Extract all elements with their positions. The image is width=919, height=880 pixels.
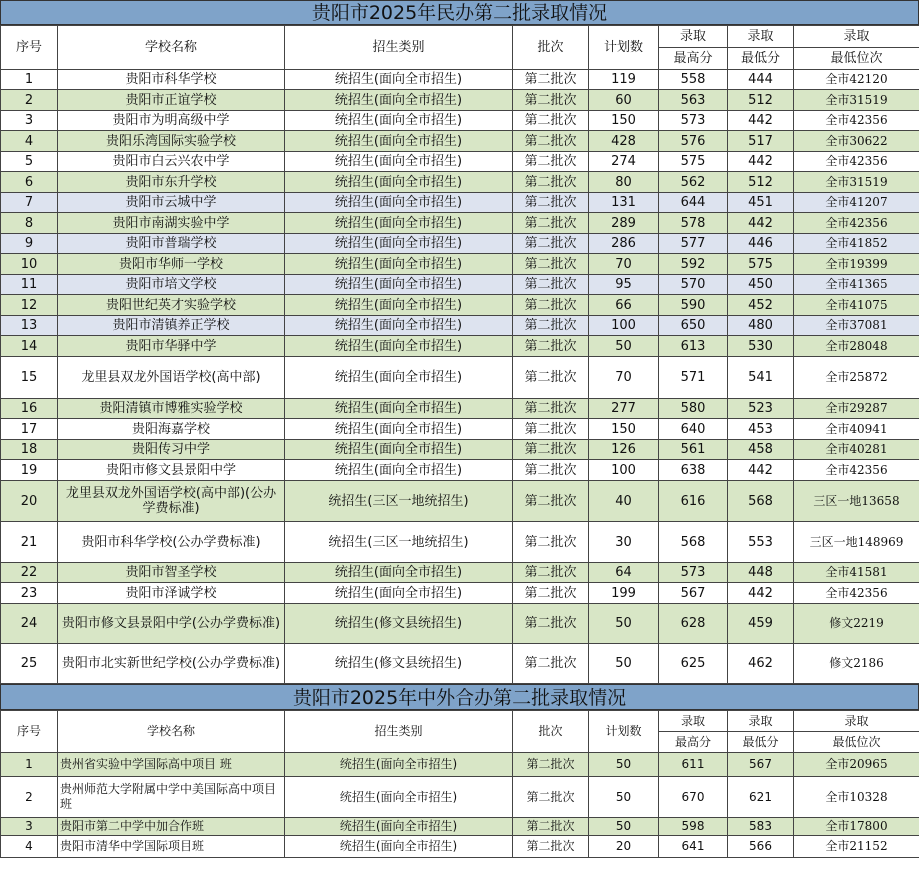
- cell-min-rank: 全市42356: [794, 111, 919, 131]
- table-row: [1, 234, 919, 254]
- header-batch: 批次: [513, 26, 589, 70]
- cell-min-rank: 全市41207: [794, 193, 919, 213]
- cell-no: 8: [1, 213, 58, 234]
- cell-school: 贵阳海嘉学校: [58, 419, 285, 440]
- admission-table-private: [0, 25, 919, 684]
- cell-min-score: 568: [728, 481, 794, 522]
- cell-school: 龙里县双龙外国语学校(高中部): [58, 357, 285, 399]
- cell-batch: 第二批次: [513, 275, 589, 295]
- cell-no: 1: [1, 70, 58, 90]
- cell-batch: 第二批次: [513, 234, 589, 254]
- cell-min-score: 459: [728, 604, 794, 644]
- cell-batch: 第二批次: [513, 336, 589, 357]
- cell-plan: 50: [589, 604, 659, 644]
- cell-max-score: 638: [659, 460, 728, 481]
- cell-min-score: 621: [728, 777, 794, 818]
- cell-no: 10: [1, 254, 58, 275]
- cell-batch: 第二批次: [513, 777, 589, 818]
- cell-max-score: 616: [659, 481, 728, 522]
- cell-batch: 第二批次: [513, 131, 589, 152]
- table-row: [1, 753, 919, 777]
- table-row: [1, 152, 919, 172]
- cell-batch: 第二批次: [513, 357, 589, 399]
- cell-plan: 126: [589, 440, 659, 460]
- cell-category: 统招生(面向全市招生): [285, 357, 513, 399]
- cell-school: 贵阳市科华学校: [58, 70, 285, 90]
- cell-min-score: 458: [728, 440, 794, 460]
- cell-batch: 第二批次: [513, 753, 589, 777]
- cell-school: 贵阳市科华学校(公办学费标准): [58, 522, 285, 563]
- table-row: [1, 193, 919, 213]
- cell-min-score: 480: [728, 316, 794, 336]
- cell-batch: 第二批次: [513, 583, 589, 604]
- header-max-bottom: 最高分: [659, 48, 728, 70]
- cell-batch: 第二批次: [513, 152, 589, 172]
- table-row: [1, 111, 919, 131]
- cell-min-rank: 全市19399: [794, 254, 919, 275]
- cell-plan: 50: [589, 644, 659, 684]
- cell-no: 6: [1, 172, 58, 193]
- table-row: [1, 254, 919, 275]
- cell-min-rank: 修文2186: [794, 644, 919, 684]
- cell-min-rank: 全市42356: [794, 213, 919, 234]
- cell-no: 11: [1, 275, 58, 295]
- cell-min-score: 450: [728, 275, 794, 295]
- cell-category: 统招生(修文县统招生): [285, 644, 513, 684]
- cell-school: 贵阳传习中学: [58, 440, 285, 460]
- cell-max-score: 611: [659, 753, 728, 777]
- cell-category: 统招生(面向全市招生): [285, 131, 513, 152]
- cell-min-rank: 全市42356: [794, 152, 919, 172]
- cell-max-score: 563: [659, 90, 728, 111]
- cell-school: 贵阳市培文学校: [58, 275, 285, 295]
- cell-min-rank: 全市29287: [794, 399, 919, 419]
- table-row: [1, 440, 919, 460]
- cell-school: 贵阳市南湖实验中学: [58, 213, 285, 234]
- cell-plan: 60: [589, 90, 659, 111]
- cell-min-rank: 全市10328: [794, 777, 919, 818]
- cell-min-score: 448: [728, 563, 794, 583]
- cell-min-rank: 全市41365: [794, 275, 919, 295]
- cell-no: 2: [1, 777, 58, 818]
- header-school: 学校名称: [58, 711, 285, 753]
- cell-no: 7: [1, 193, 58, 213]
- cell-school: 贵阳市修文县景阳中学(公办学费标准): [58, 604, 285, 644]
- cell-batch: 第二批次: [513, 522, 589, 563]
- table-row: [1, 336, 919, 357]
- cell-category: 统招生(面向全市招生): [285, 753, 513, 777]
- header-rank-bottom: 最低位次: [794, 732, 919, 753]
- cell-plan: 70: [589, 254, 659, 275]
- table-row: [1, 563, 919, 583]
- header-no: 序号: [1, 711, 58, 753]
- cell-max-score: 598: [659, 818, 728, 836]
- cell-batch: 第二批次: [513, 818, 589, 836]
- cell-no: 14: [1, 336, 58, 357]
- cell-min-score: 512: [728, 90, 794, 111]
- cell-max-score: 571: [659, 357, 728, 399]
- table-row: [1, 275, 919, 295]
- cell-max-score: 590: [659, 295, 728, 316]
- header-rank-top: 录取: [794, 26, 919, 48]
- cell-min-rank: 全市21152: [794, 836, 919, 858]
- cell-school: 贵阳市普瑞学校: [58, 234, 285, 254]
- cell-plan: 289: [589, 213, 659, 234]
- cell-batch: 第二批次: [513, 111, 589, 131]
- cell-plan: 80: [589, 172, 659, 193]
- cell-no: 21: [1, 522, 58, 563]
- cell-category: 统招生(面向全市招生): [285, 70, 513, 90]
- cell-plan: 20: [589, 836, 659, 858]
- cell-no: 9: [1, 234, 58, 254]
- cell-batch: 第二批次: [513, 316, 589, 336]
- cell-category: 统招生(面向全市招生): [285, 111, 513, 131]
- cell-max-score: 568: [659, 522, 728, 563]
- cell-min-rank: 全市40941: [794, 419, 919, 440]
- cell-no: 3: [1, 111, 58, 131]
- cell-school: 贵阳市东升学校: [58, 172, 285, 193]
- cell-no: 15: [1, 357, 58, 399]
- cell-min-rank: 全市20965: [794, 753, 919, 777]
- cell-min-rank: 全市25872: [794, 357, 919, 399]
- cell-max-score: 573: [659, 111, 728, 131]
- cell-school: 贵阳市为明高级中学: [58, 111, 285, 131]
- cell-school: 龙里县双龙外国语学校(高中部)(公办学费标准): [58, 481, 285, 522]
- cell-category: 统招生(面向全市招生): [285, 234, 513, 254]
- cell-school: 贵阳市智圣学校: [58, 563, 285, 583]
- cell-school: 贵阳市清镇养正学校: [58, 316, 285, 336]
- cell-category: 统招生(三区一地统招生): [285, 481, 513, 522]
- cell-school: 贵阳市正谊学校: [58, 90, 285, 111]
- cell-category: 统招生(面向全市招生): [285, 90, 513, 111]
- cell-school: 贵阳市清华中学国际项目班: [58, 836, 285, 858]
- cell-category: 统招生(面向全市招生): [285, 440, 513, 460]
- cell-school: 贵阳市白云兴农中学: [58, 152, 285, 172]
- cell-min-score: 567: [728, 753, 794, 777]
- cell-no: 3: [1, 818, 58, 836]
- cell-max-score: 573: [659, 563, 728, 583]
- cell-category: 统招生(面向全市招生): [285, 316, 513, 336]
- cell-min-rank: 全市40281: [794, 440, 919, 460]
- cell-category: 统招生(面向全市招生): [285, 254, 513, 275]
- header-rank-top: 录取: [794, 711, 919, 732]
- cell-batch: 第二批次: [513, 213, 589, 234]
- table1-title: 贵阳市2025年民办第二批录取情况: [0, 0, 919, 25]
- cell-plan: 50: [589, 818, 659, 836]
- cell-min-score: 517: [728, 131, 794, 152]
- cell-no: 13: [1, 316, 58, 336]
- cell-plan: 119: [589, 70, 659, 90]
- cell-min-score: 553: [728, 522, 794, 563]
- cell-no: 18: [1, 440, 58, 460]
- cell-plan: 286: [589, 234, 659, 254]
- cell-min-score: 442: [728, 213, 794, 234]
- cell-no: 19: [1, 460, 58, 481]
- cell-max-score: 644: [659, 193, 728, 213]
- cell-plan: 199: [589, 583, 659, 604]
- header-min-bottom: 最低分: [728, 732, 794, 753]
- cell-no: 23: [1, 583, 58, 604]
- cell-batch: 第二批次: [513, 644, 589, 684]
- cell-category: 统招生(面向全市招生): [285, 213, 513, 234]
- cell-batch: 第二批次: [513, 836, 589, 858]
- table-row: [1, 836, 919, 858]
- cell-plan: 50: [589, 336, 659, 357]
- admission-table-international: [0, 710, 919, 858]
- cell-no: 17: [1, 419, 58, 440]
- header-plan: 计划数: [589, 26, 659, 70]
- cell-min-rank: 三区一地148969: [794, 522, 919, 563]
- cell-school: 贵州省实验中学国际高中项目 班: [58, 753, 285, 777]
- cell-min-rank: 全市41075: [794, 295, 919, 316]
- cell-max-score: 650: [659, 316, 728, 336]
- table-row: [1, 818, 919, 836]
- cell-max-score: 628: [659, 604, 728, 644]
- table-row: [1, 583, 919, 604]
- cell-plan: 64: [589, 563, 659, 583]
- table-row: [1, 70, 919, 90]
- cell-no: 4: [1, 131, 58, 152]
- table2-title: 贵阳市2025年中外合办第二批录取情况: [0, 684, 919, 710]
- cell-school: 贵阳市第二中学中加合作班: [58, 818, 285, 836]
- cell-category: 统招生(面向全市招生): [285, 818, 513, 836]
- cell-batch: 第二批次: [513, 460, 589, 481]
- cell-category: 统招生(面向全市招生): [285, 399, 513, 419]
- cell-plan: 150: [589, 111, 659, 131]
- cell-max-score: 570: [659, 275, 728, 295]
- header-batch: 批次: [513, 711, 589, 753]
- cell-max-score: 578: [659, 213, 728, 234]
- cell-school: 贵阳市修文县景阳中学: [58, 460, 285, 481]
- cell-min-score: 523: [728, 399, 794, 419]
- cell-category: 统招生(面向全市招生): [285, 563, 513, 583]
- table-row: [1, 522, 919, 563]
- table-row: [1, 172, 919, 193]
- cell-school: 贵阳世纪英才实验学校: [58, 295, 285, 316]
- cell-no: 20: [1, 481, 58, 522]
- header-category: 招生类别: [285, 711, 513, 753]
- header-max-bottom: 最高分: [659, 732, 728, 753]
- cell-category: 统招生(面向全市招生): [285, 460, 513, 481]
- cell-category: 统招生(面向全市招生): [285, 419, 513, 440]
- cell-category: 统招生(修文县统招生): [285, 604, 513, 644]
- table-row: [1, 213, 919, 234]
- table-row: [1, 644, 919, 684]
- cell-max-score: 641: [659, 836, 728, 858]
- cell-plan: 277: [589, 399, 659, 419]
- cell-max-score: 577: [659, 234, 728, 254]
- cell-batch: 第二批次: [513, 563, 589, 583]
- cell-category: 统招生(面向全市招生): [285, 336, 513, 357]
- cell-max-score: 576: [659, 131, 728, 152]
- header-min-bottom: 最低分: [728, 48, 794, 70]
- cell-min-rank: 全市42120: [794, 70, 919, 90]
- table-row: [1, 460, 919, 481]
- cell-min-rank: 全市41852: [794, 234, 919, 254]
- cell-no: 25: [1, 644, 58, 684]
- cell-batch: 第二批次: [513, 90, 589, 111]
- cell-min-score: 541: [728, 357, 794, 399]
- cell-plan: 131: [589, 193, 659, 213]
- cell-school: 贵阳市华驿中学: [58, 336, 285, 357]
- cell-school: 贵阳乐湾国际实验学校: [58, 131, 285, 152]
- table-row: [1, 90, 919, 111]
- cell-min-score: 462: [728, 644, 794, 684]
- cell-min-score: 583: [728, 818, 794, 836]
- cell-batch: 第二批次: [513, 604, 589, 644]
- cell-min-score: 453: [728, 419, 794, 440]
- cell-school: 贵阳市北实新世纪学校(公办学费标准): [58, 644, 285, 684]
- cell-no: 2: [1, 90, 58, 111]
- header-max-top: 录取: [659, 26, 728, 48]
- cell-batch: 第二批次: [513, 419, 589, 440]
- cell-no: 5: [1, 152, 58, 172]
- cell-batch: 第二批次: [513, 399, 589, 419]
- cell-plan: 95: [589, 275, 659, 295]
- header-rank-bottom: 最低位次: [794, 48, 919, 70]
- cell-no: 22: [1, 563, 58, 583]
- cell-batch: 第二批次: [513, 295, 589, 316]
- cell-category: 统招生(面向全市招生): [285, 836, 513, 858]
- cell-plan: 66: [589, 295, 659, 316]
- cell-max-score: 561: [659, 440, 728, 460]
- cell-min-score: 442: [728, 460, 794, 481]
- cell-plan: 100: [589, 460, 659, 481]
- cell-batch: 第二批次: [513, 193, 589, 213]
- cell-category: 统招生(面向全市招生): [285, 275, 513, 295]
- cell-no: 1: [1, 753, 58, 777]
- cell-min-rank: 全市41581: [794, 563, 919, 583]
- cell-min-rank: 全市17800: [794, 818, 919, 836]
- cell-min-score: 444: [728, 70, 794, 90]
- cell-category: 统招生(面向全市招生): [285, 172, 513, 193]
- header-school: 学校名称: [58, 26, 285, 70]
- cell-min-rank: 全市31519: [794, 90, 919, 111]
- cell-max-score: 562: [659, 172, 728, 193]
- cell-min-rank: 修文2219: [794, 604, 919, 644]
- cell-category: 统招生(三区一地统招生): [285, 522, 513, 563]
- cell-min-score: 451: [728, 193, 794, 213]
- header-min-top: 录取: [728, 711, 794, 732]
- cell-no: 12: [1, 295, 58, 316]
- cell-min-score: 452: [728, 295, 794, 316]
- cell-min-score: 446: [728, 234, 794, 254]
- cell-school: 贵阳清镇市博雅实验学校: [58, 399, 285, 419]
- cell-no: 24: [1, 604, 58, 644]
- cell-category: 统招生(面向全市招生): [285, 777, 513, 818]
- table-row: [1, 316, 919, 336]
- cell-batch: 第二批次: [513, 254, 589, 275]
- cell-max-score: 575: [659, 152, 728, 172]
- cell-category: 统招生(面向全市招生): [285, 295, 513, 316]
- cell-min-score: 442: [728, 152, 794, 172]
- cell-school: 贵州师范大学附属中学中美国际高中项目班: [58, 777, 285, 818]
- cell-min-score: 575: [728, 254, 794, 275]
- cell-min-rank: 三区一地13658: [794, 481, 919, 522]
- header-max-top: 录取: [659, 711, 728, 732]
- cell-max-score: 580: [659, 399, 728, 419]
- table-row: [1, 481, 919, 522]
- header-min-top: 录取: [728, 26, 794, 48]
- cell-min-score: 442: [728, 111, 794, 131]
- header-plan: 计划数: [589, 711, 659, 753]
- table-row: [1, 419, 919, 440]
- cell-plan: 428: [589, 131, 659, 152]
- cell-min-rank: 全市42356: [794, 460, 919, 481]
- cell-school: 贵阳市华师一学校: [58, 254, 285, 275]
- header-category: 招生类别: [285, 26, 513, 70]
- cell-max-score: 567: [659, 583, 728, 604]
- cell-min-score: 530: [728, 336, 794, 357]
- cell-min-rank: 全市30622: [794, 131, 919, 152]
- header-no: 序号: [1, 26, 58, 70]
- cell-category: 统招生(面向全市招生): [285, 193, 513, 213]
- cell-batch: 第二批次: [513, 440, 589, 460]
- cell-batch: 第二批次: [513, 70, 589, 90]
- table-row: [1, 399, 919, 419]
- cell-plan: 100: [589, 316, 659, 336]
- cell-plan: 150: [589, 419, 659, 440]
- cell-max-score: 558: [659, 70, 728, 90]
- cell-max-score: 592: [659, 254, 728, 275]
- table-row: [1, 131, 919, 152]
- table-row: [1, 777, 919, 818]
- table-row: [1, 295, 919, 316]
- cell-plan: 70: [589, 357, 659, 399]
- cell-no: 16: [1, 399, 58, 419]
- cell-max-score: 625: [659, 644, 728, 684]
- cell-max-score: 640: [659, 419, 728, 440]
- table-row: [1, 604, 919, 644]
- cell-plan: 50: [589, 753, 659, 777]
- cell-min-rank: 全市28048: [794, 336, 919, 357]
- cell-school: 贵阳市云城中学: [58, 193, 285, 213]
- cell-plan: 30: [589, 522, 659, 563]
- cell-school: 贵阳市泽诚学校: [58, 583, 285, 604]
- cell-batch: 第二批次: [513, 172, 589, 193]
- cell-max-score: 670: [659, 777, 728, 818]
- cell-batch: 第二批次: [513, 481, 589, 522]
- cell-plan: 274: [589, 152, 659, 172]
- cell-min-rank: 全市31519: [794, 172, 919, 193]
- cell-no: 4: [1, 836, 58, 858]
- cell-plan: 40: [589, 481, 659, 522]
- table-row: [1, 357, 919, 399]
- cell-min-rank: 全市37081: [794, 316, 919, 336]
- cell-category: 统招生(面向全市招生): [285, 152, 513, 172]
- cell-min-score: 512: [728, 172, 794, 193]
- cell-min-rank: 全市42356: [794, 583, 919, 604]
- cell-min-score: 442: [728, 583, 794, 604]
- cell-plan: 50: [589, 777, 659, 818]
- cell-category: 统招生(面向全市招生): [285, 583, 513, 604]
- cell-max-score: 613: [659, 336, 728, 357]
- cell-min-score: 566: [728, 836, 794, 858]
